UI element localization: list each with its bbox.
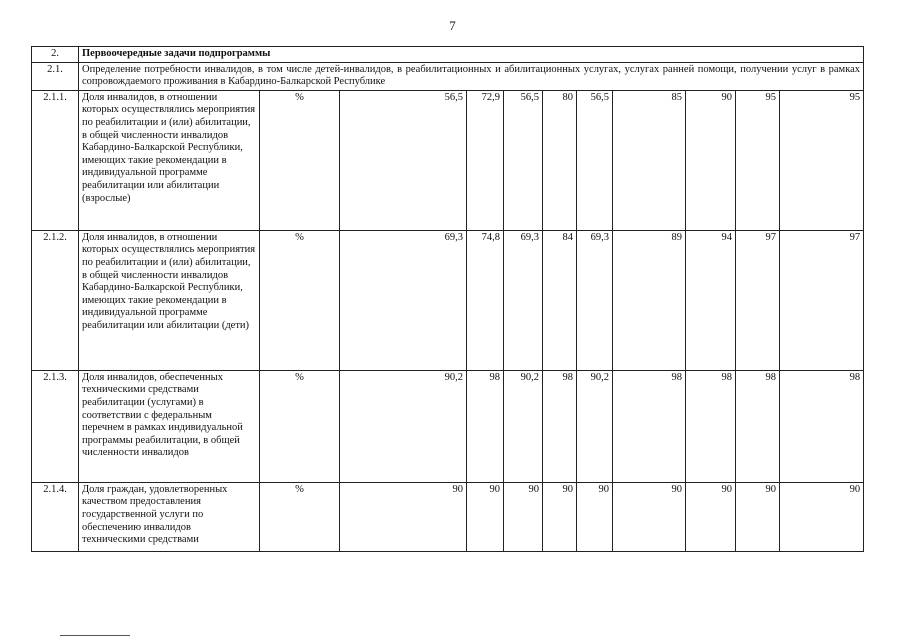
unit: % xyxy=(260,482,340,551)
indicator-name: Доля инвалидов, обеспеченных техническими средствами реабилитации (услугами) в соответствии с федеральным перечнем в рамках индивидуальной программы реабилитации, в общей численности инвалидов xyxy=(79,370,260,482)
value-cell: 97 xyxy=(736,230,780,370)
value-cell: 90 xyxy=(543,482,577,551)
value-cell: 98 xyxy=(467,370,504,482)
value-cell: 90 xyxy=(340,482,467,551)
section-title: Первоочередные задачи подпрограммы xyxy=(79,47,864,63)
value-cell: 69,3 xyxy=(577,230,613,370)
indicator-name: Доля инвалидов, в отношении которых осуществлялись мероприятия по реабилитации и (или) абилитации, в общей численности инвалидов Кабардино-Балкарской Республики, имеющих такие рекомендации в индивидуальной программе реабилитации или абилитации (дети) xyxy=(79,230,260,370)
value-cell: 90 xyxy=(686,482,736,551)
value-cell: 94 xyxy=(686,230,736,370)
task-row xyxy=(32,62,864,90)
value-cell: 56,5 xyxy=(340,90,467,230)
unit: % xyxy=(260,230,340,370)
row-number: 2.1.4. xyxy=(32,482,79,551)
page-number: 7 xyxy=(449,18,456,33)
value-cell: 69,3 xyxy=(504,230,543,370)
value-cell: 95 xyxy=(780,90,864,230)
table-row xyxy=(32,230,864,370)
value-cell: 90 xyxy=(736,482,780,551)
value-cell: 90,2 xyxy=(340,370,467,482)
value-cell: 90,2 xyxy=(504,370,543,482)
footnote-divider xyxy=(60,635,130,636)
table-row xyxy=(32,482,864,551)
task-text: Определение потребности инвалидов, в том числе детей-инвалидов, в реабилитационных и абилитационных услугах, услугах ранней помощи, получении услуг в рамках сопровождаемого проживания в Кабардино-Балкарской Республике xyxy=(79,62,864,90)
section-row xyxy=(32,47,864,63)
section-number: 2. xyxy=(32,47,79,63)
value-cell: 98 xyxy=(686,370,736,482)
task-number: 2.1. xyxy=(32,62,79,90)
value-cell: 98 xyxy=(543,370,577,482)
row-number: 2.1.3. xyxy=(32,370,79,482)
value-cell: 90 xyxy=(504,482,543,551)
value-cell: 80 xyxy=(543,90,577,230)
value-cell: 98 xyxy=(613,370,686,482)
value-cell: 56,5 xyxy=(577,90,613,230)
value-cell: 56,5 xyxy=(504,90,543,230)
indicator-name: Доля граждан, удовлетворенных качеством предоставления государственной услуги по обеспечению инвалидов техническими средствами xyxy=(79,482,260,551)
row-number: 2.1.1. xyxy=(32,90,79,230)
value-cell: 90 xyxy=(467,482,504,551)
value-cell: 98 xyxy=(736,370,780,482)
value-cell: 84 xyxy=(543,230,577,370)
value-cell: 98 xyxy=(780,370,864,482)
value-cell: 90 xyxy=(613,482,686,551)
value-cell: 72,9 xyxy=(467,90,504,230)
value-cell: 90 xyxy=(780,482,864,551)
value-cell: 69,3 xyxy=(340,230,467,370)
value-cell: 85 xyxy=(613,90,686,230)
indicator-name: Доля инвалидов, в отношении которых осуществлялись мероприятия по реабилитации и (или) абилитации, в общей численности инвалидов Кабардино-Балкарской Республики, имеющих такие рекомендации в индивидуальной программе реабилитации или абилитации (взрослые) xyxy=(79,90,260,230)
table-row xyxy=(32,90,864,230)
value-cell: 90 xyxy=(686,90,736,230)
value-cell: 97 xyxy=(780,230,864,370)
row-number: 2.1.2. xyxy=(32,230,79,370)
value-cell: 90 xyxy=(577,482,613,551)
value-cell: 90,2 xyxy=(577,370,613,482)
value-cell: 95 xyxy=(736,90,780,230)
unit: % xyxy=(260,90,340,230)
value-cell: 74,8 xyxy=(467,230,504,370)
table-row xyxy=(32,370,864,482)
indicators-table xyxy=(31,46,864,552)
unit: % xyxy=(260,370,340,482)
value-cell: 89 xyxy=(613,230,686,370)
